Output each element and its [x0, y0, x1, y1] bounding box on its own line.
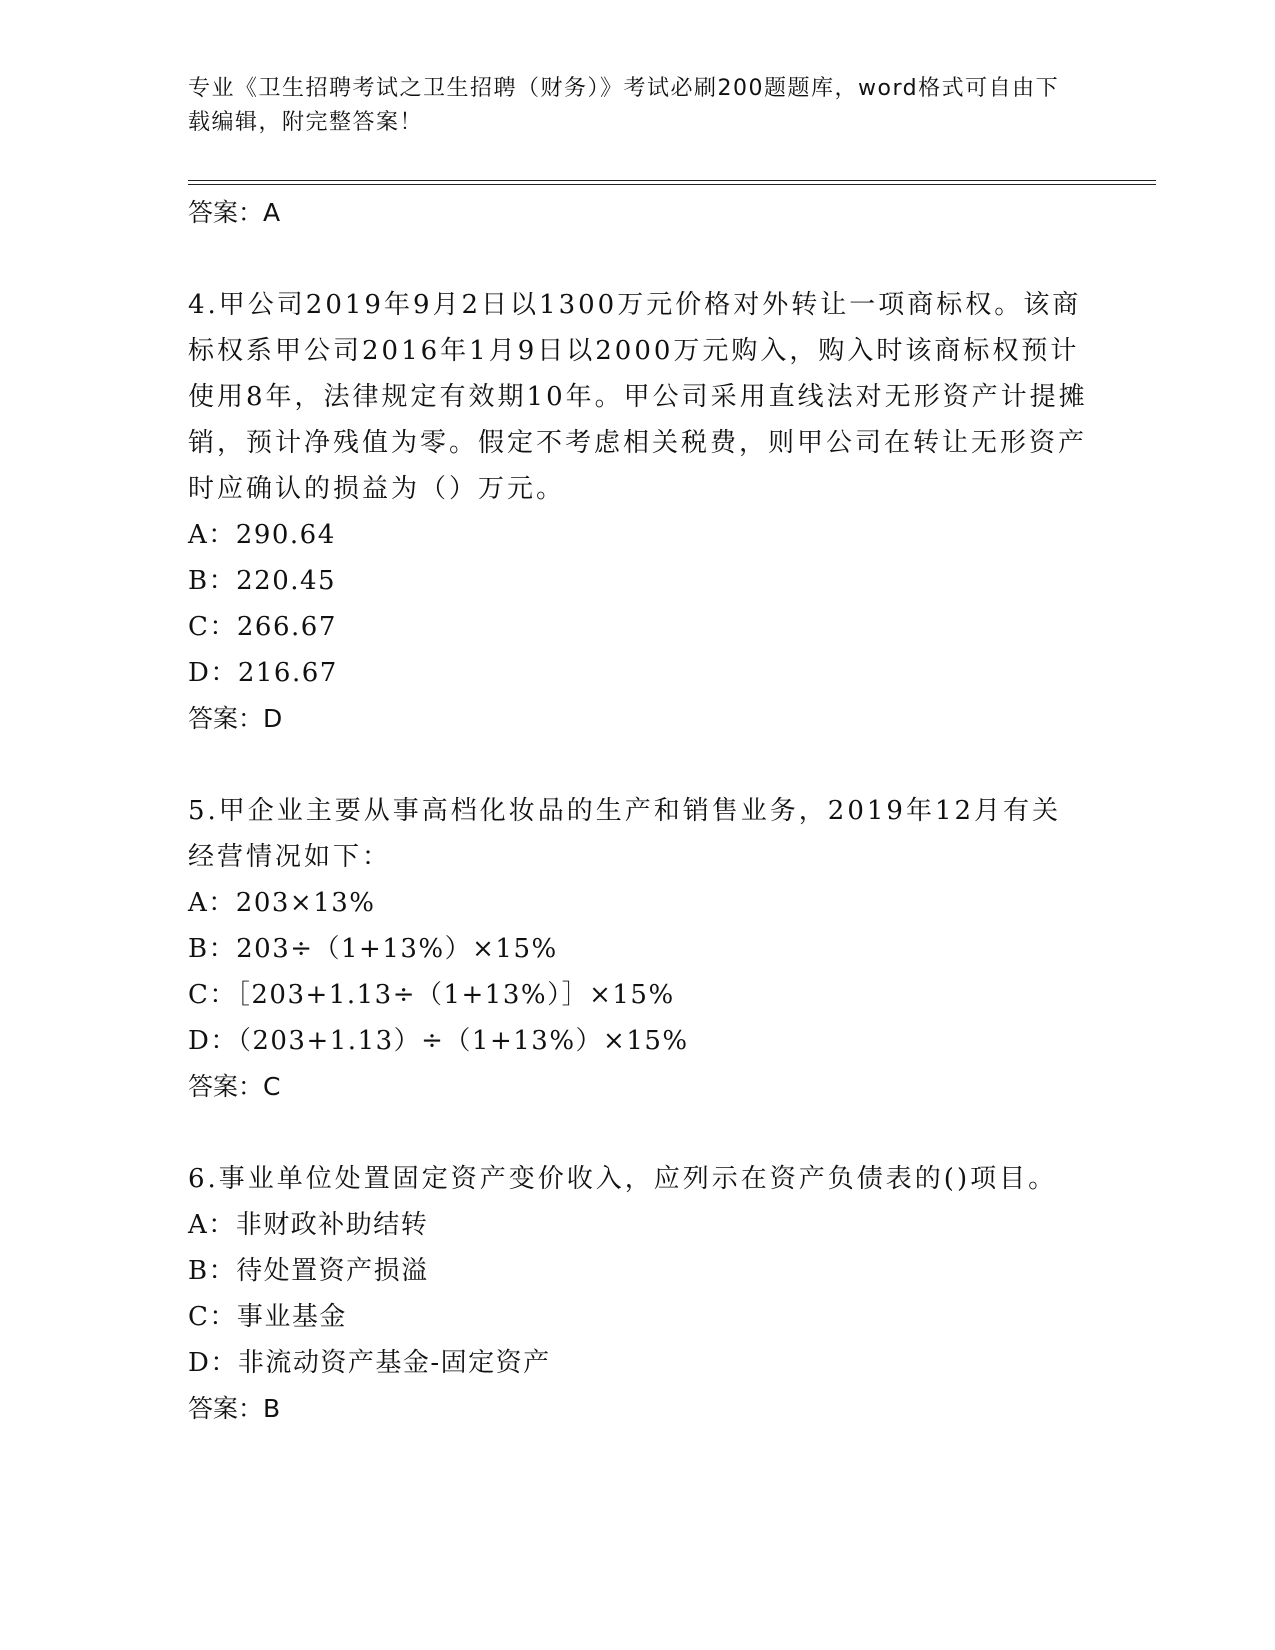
- question-4-option-b: B：220.45: [188, 566, 337, 596]
- document-header: 专业《卫生招聘考试之卫生招聘（财务）》考试必刷200题题库，word格式可自由下载编辑，附完整答案！: [188, 76, 1060, 135]
- question-5-option-b: B：203÷（1+13%）×15%: [188, 934, 558, 964]
- question-6-option-d: D：非流动资产基金-固定资产: [188, 1348, 551, 1378]
- answer-q4: 答案：D: [188, 704, 283, 733]
- answer-q6: 答案：B: [188, 1394, 281, 1423]
- question-6-option-b: B：待处置资产损溢: [188, 1256, 429, 1286]
- question-5-option-c: C：［203+1.13÷（1+13%）］×15%: [188, 980, 675, 1010]
- question-6-option-c: C：事业基金: [188, 1302, 347, 1332]
- question-6-text: 6.事业单位处置固定资产变价收入，应列示在资产负债表的()项目。: [188, 1164, 1058, 1194]
- answer-q5: 答案：C: [188, 1072, 281, 1101]
- question-6-option-a: A：非财政补助结转: [188, 1210, 429, 1240]
- question-5-option-a: A：203×13%: [188, 888, 376, 918]
- question-4-option-a: A：290.64: [188, 520, 336, 550]
- header-rule-thick: [188, 180, 1156, 181]
- question-4-text: 4.甲公司2019年9月2日以1300万元价格对外转让一项商标权。该商标权系甲公司2016年1月9日以2000万元购入，购入时该商标权预计使用8年，法律规定有效期10年。甲公司采用直线法对无形资产计提摊销，预计净残值为零。假定不考虑相关税费，则甲公司在转让无形资产时应确认的损益为（）万元。: [188, 290, 1088, 504]
- question-5-text: 5.甲企业主要从事高档化妆品的生产和销售业务，2019年12月有关经营情况如下：: [188, 796, 1062, 872]
- question-4-option-c: C：266.67: [188, 612, 337, 642]
- question-5-option-d: D：（203+1.13）÷（1+13%）×15%: [188, 1026, 689, 1056]
- question-4-option-d: D：216.67: [188, 658, 338, 688]
- question-list: [188, 190, 1088, 1432]
- answer-q3: 答案：A: [188, 198, 281, 227]
- header-rule-thin: [188, 184, 1156, 185]
